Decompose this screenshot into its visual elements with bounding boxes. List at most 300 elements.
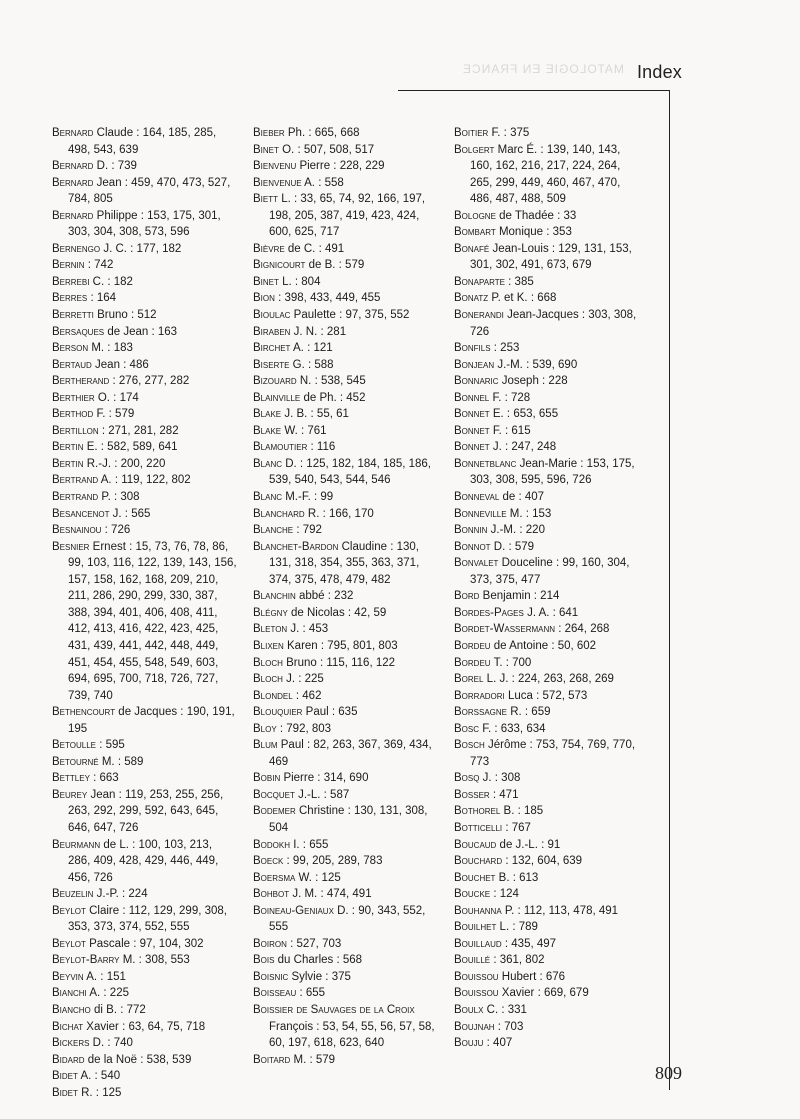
index-entry-references: T. : 700 [493, 656, 532, 669]
index-entry [253, 539, 438, 589]
index-entry-name: Bonnet [454, 408, 490, 421]
index-entry-references: de Jacques : 190, 191, 195 [68, 706, 235, 735]
index-entry [454, 1035, 639, 1052]
index-entry-references: de L. : 100, 103, 213, 286, 409, 428, 429, 446, 449, 456, 726 [68, 838, 219, 884]
index-entry [454, 870, 639, 887]
index-entry [52, 472, 237, 489]
index-entry-name: Boisseau [253, 987, 297, 1000]
index-entry-name: Besancenot [52, 507, 110, 520]
index-entry [454, 985, 639, 1002]
index-entry-references: François : 53, 54, 55, 56, 57, 58, 60, 197, 618, 623, 640 [269, 1020, 435, 1050]
index-entry-name: Bonnel [454, 391, 490, 404]
index-entry [52, 373, 237, 390]
index-entry-name: Blanchin [253, 590, 296, 603]
index-entry-name: Bonnet [454, 441, 490, 454]
index-entry-references: L. : 33, 65, 74, 92, 166, 197, 198, 205, 387, 419, 423, 424, 600, 625, 717 [269, 193, 426, 239]
index-entry [253, 688, 438, 705]
index-entry [253, 522, 438, 539]
index-entry-references: W. : 125 [298, 871, 341, 884]
index-entry-name: Bianchi [52, 987, 87, 1000]
index-entry [52, 158, 237, 175]
index-entry-references: : 742 [87, 259, 114, 272]
index-entry-references: C. : 331 [486, 1003, 527, 1016]
index-entry-name: Biraben [253, 325, 291, 338]
index-entry-references: Bruno : 512 [97, 309, 157, 322]
index-entry-references: E. : 653, 655 [492, 408, 559, 421]
index-entry-name: Bonnot [454, 540, 491, 553]
index-entry-name: Birchet [253, 342, 291, 355]
index-entry [454, 688, 639, 705]
index-entry [454, 555, 639, 588]
index-entry-references: M. : 183 [91, 342, 133, 355]
index-entry [253, 406, 438, 423]
index-entry [454, 406, 639, 423]
index-entry [454, 721, 639, 738]
index-entry-references: Ph. : 665, 668 [287, 127, 360, 139]
index-entry-name: Bidet [52, 1086, 78, 1099]
index-entry-name: Beurey [52, 788, 88, 801]
index-entry-name: Boitier [454, 127, 489, 139]
index-entry-name: Bernard [52, 209, 94, 222]
index-entry-name: Bombart [454, 226, 496, 239]
index-entry-name: Bordeu [454, 639, 491, 652]
index-entry-references: de Thadée : 33 [499, 209, 577, 222]
index-entry [52, 704, 237, 737]
index-entry [454, 737, 639, 770]
index-entry [454, 952, 639, 969]
index-entry [454, 340, 639, 357]
index-entry-references: Paul : 82, 263, 367, 369, 434, 469 [269, 739, 432, 768]
index-entry-references: : 132, 604, 639 [505, 855, 583, 868]
index-entry [52, 324, 237, 341]
index-entry [454, 208, 639, 225]
index-entry-name: Boiron [253, 937, 287, 950]
index-entry-name: Biancho [52, 1003, 91, 1016]
index-entry-references: P. : 112, 113, 478, 491 [504, 904, 619, 917]
index-entry-name: Bichat [52, 1020, 84, 1033]
index-entry [454, 919, 639, 936]
index-entry-name: Bernard [52, 176, 94, 189]
index-entry-name: Bouissou [454, 987, 499, 1000]
index-entry-references: D. : 90, 343, 552, 555 [269, 904, 426, 934]
index-entry-references: Jean-Marie : 153, 175, 303, 308, 595, 596, 726 [470, 457, 635, 487]
index-entry-references: M. : 153 [509, 507, 552, 520]
index-entry [52, 175, 237, 208]
index-entry [253, 985, 438, 1002]
index-entry-name: Bouillé [454, 954, 491, 967]
index-entry-name: Bosser [454, 788, 490, 801]
index-entry [52, 456, 237, 473]
index-entry-name: Bouchet [454, 871, 496, 884]
index-entry [52, 290, 237, 307]
index-entry-references: D. : 739 [96, 160, 137, 173]
index-entry-references: B. : 185 [503, 805, 544, 818]
index-entry-name: Berson [52, 342, 89, 355]
index-entry-name: Blamoutier [253, 441, 308, 454]
index-entry [52, 506, 237, 523]
index-entry-references: Xavier : 63, 64, 75, 718 [86, 1020, 206, 1033]
index-entry [454, 704, 639, 721]
index-entry [253, 241, 438, 258]
index-entry-name: Bertillon [52, 424, 99, 437]
page-number: 809 [655, 1063, 682, 1083]
index-entry-references: : 462 [295, 689, 322, 702]
index-entry-references: : 792, 803 [279, 722, 332, 735]
index-entry [454, 307, 639, 340]
index-entry-references: N. : 538, 545 [299, 375, 366, 388]
index-entry-references: : 361, 802 [493, 954, 545, 967]
index-entry-references: de C. : 491 [287, 242, 345, 255]
index-entry-name: Blouquier [253, 706, 303, 719]
index-entry-name: Bienvenu [253, 160, 297, 173]
index-entry-name: Berthod [52, 408, 94, 421]
index-entry-references: abbé : 232 [299, 590, 354, 603]
index-entry-references: P. : 308 [101, 491, 140, 504]
index-entry [454, 621, 639, 638]
index-entry-references: di B. : 772 [94, 1003, 146, 1016]
index-entry [454, 820, 639, 837]
index-entry-references: L. : 789 [499, 921, 538, 934]
index-entry [253, 456, 438, 489]
index-entry-name: Bettley [52, 772, 90, 785]
index-entry [52, 489, 237, 506]
index-entry-name: Biserte [253, 358, 290, 371]
index-entry-references: : 124 [493, 888, 519, 901]
index-entry [454, 224, 639, 241]
index-entry [253, 952, 438, 969]
index-entry-references: A. : 558 [304, 176, 344, 189]
index-entry [454, 770, 639, 787]
index-entry-references: Bruno : 115, 116, 122 [286, 656, 396, 669]
index-entry-references: A. : 119, 122, 802 [100, 474, 191, 487]
index-entry-references: A. : 540 [80, 1070, 121, 1083]
index-entry-name: Bernard [52, 127, 94, 139]
index-entry [52, 837, 237, 887]
index-entry-references: Paul : 635 [305, 706, 358, 719]
index-entry [253, 803, 438, 836]
index-entry-name: Boineau-Geniaux [253, 904, 334, 917]
index-entry-references: Joseph : 228 [501, 375, 568, 388]
index-entry [454, 241, 639, 274]
index-entry-name: Beurmann [52, 838, 101, 851]
index-column-1 [52, 125, 237, 1101]
index-entry-name: Blake [253, 408, 282, 421]
index-entry-references: Philippe : 153, 175, 301, 303, 304, 308, 573, 596 [68, 209, 221, 239]
index-entry [253, 439, 438, 456]
index-entry-name: Boeck [253, 855, 284, 868]
index-entry-name: Bois [253, 954, 275, 967]
index-entry [253, 257, 438, 274]
index-entry [454, 290, 639, 307]
index-entry [52, 886, 237, 903]
index-entry-name: Bothorel [454, 805, 501, 818]
index-entry-references: R. : 659 [510, 706, 551, 719]
index-entry [52, 1002, 237, 1019]
index-entry-name: Besnainou [52, 524, 102, 537]
index-entry-references: J.-L. : 587 [298, 788, 350, 801]
index-entry-references: : 527, 703 [290, 937, 342, 950]
index-entry-name: Borradori [454, 689, 505, 702]
index-entry [454, 837, 639, 854]
index-entry [454, 522, 639, 539]
index-entry-references: Karen : 795, 801, 803 [287, 639, 398, 652]
index-entry [52, 1019, 237, 1036]
index-entry-name: Bieber [253, 127, 285, 139]
index-entry-references: R.-J. : 200, 220 [86, 457, 166, 470]
index-entry [253, 390, 438, 407]
index-entry [52, 125, 237, 158]
index-entry-references: Pierre : 228, 229 [299, 160, 385, 173]
index-entry-references: P. et K. : 668 [491, 292, 557, 305]
index-entry-name: Bernengo [52, 242, 101, 255]
index-entry-references: de : 407 [502, 491, 545, 504]
index-entry [52, 1035, 237, 1052]
index-entry [52, 770, 237, 787]
index-entry [52, 340, 237, 357]
index-entry [454, 423, 639, 440]
index-entry-references: de Antoine : 50, 602 [493, 639, 597, 652]
index-entry-name: Borssagne [454, 706, 508, 719]
index-entry-references: A. : 225 [89, 987, 129, 1000]
index-entry [454, 936, 639, 953]
index-entry [454, 439, 639, 456]
index-entry-name: Boitard [253, 1053, 291, 1066]
index-entry [454, 456, 639, 489]
index-entry [454, 588, 639, 605]
index-entry-name: Bonatz [454, 292, 489, 305]
index-entry-references: Pascale : 97, 104, 302 [89, 937, 204, 950]
index-entry [52, 439, 237, 456]
index-entry [52, 754, 237, 771]
index-entry-references: Pierre : 314, 690 [283, 772, 369, 785]
index-entry-name: Boissier de Sauvages de la Croix [253, 1003, 415, 1016]
index-entry-name: Besnier [52, 540, 90, 553]
index-entry-references: Hubert : 676 [501, 970, 566, 983]
index-entry-name: Bodemer [253, 805, 296, 818]
index-entry [253, 373, 438, 390]
index-entry-references: : 471 [492, 788, 519, 801]
index-entry-references: J. C. : 177, 182 [103, 242, 182, 255]
index-entry-name: Bertrand [52, 491, 99, 504]
index-entry-references: : 435, 497 [504, 937, 557, 950]
index-entry-name: Betourné [52, 755, 99, 768]
index-entry [52, 423, 237, 440]
index-entry [253, 787, 438, 804]
index-entry-references: A. : 151 [86, 970, 126, 983]
index-entry-name: Berrebi [52, 275, 90, 288]
index-entry-references: M. : 579 [293, 1053, 336, 1066]
index-entry-references: Claude : 164, 185, 285, 498, 543, 639 [68, 127, 217, 156]
index-entry [253, 588, 438, 605]
index-entry-references: : 253 [493, 342, 520, 355]
index-entry-references: Jean : 459, 470, 473, 527, 784, 805 [68, 176, 231, 206]
index-entry [454, 605, 639, 622]
index-entry-name: Boucke [454, 888, 491, 901]
index-entry-references: : 595 [99, 739, 125, 752]
index-entry-name: Bohbot [253, 888, 290, 901]
index-entry-name: Bienvenue [253, 176, 302, 189]
index-entry [253, 489, 438, 506]
index-entry-references: : 264, 268 [558, 623, 610, 636]
index-entry-references: B. : 613 [498, 871, 539, 884]
index-entry [52, 406, 237, 423]
index-entry [454, 655, 639, 672]
index-entry [253, 721, 438, 738]
index-entry [52, 522, 237, 539]
index-entry [253, 506, 438, 523]
index-entry [454, 803, 639, 820]
index-entry-references: de B. : 579 [308, 259, 365, 272]
index-entry-references: de la Noë : 538, 539 [87, 1053, 192, 1066]
index-entry-name: Bonnaric [454, 375, 499, 388]
index-entry [52, 952, 237, 969]
index-entry-references: Ernest : 15, 73, 76, 78, 86, 99, 103, 116, 122, 139, 143, 156, 157, 158, 162, 168, 209, 210, 211, 286, 290, 299, 330, 387, 388, 394, 401, 406, 408, 411, 412, 413, 416, 422, 423, 425, 431, 439, 441, 442, 448, 449, 451, 454, 455, 548, 549, 603, 694, 695, 700, 718, 726, 727, 739, 740 [68, 540, 237, 702]
index-entry-references: du Charles : 568 [277, 954, 363, 967]
index-entry-name: Bouhanna [454, 904, 502, 917]
index-entry-name: Binet [253, 143, 279, 156]
index-entry-references: J.-M. : 220 [490, 524, 545, 537]
index-entry-name: Boujnah [454, 1020, 495, 1033]
index-entry-references: J. N. : 281 [293, 325, 347, 338]
index-entry-name: Boersma [253, 871, 296, 884]
index-entry-references: L. J. : 224, 263, 268, 269 [486, 673, 614, 686]
index-entry [454, 357, 639, 374]
index-entry-references: : 398, 433, 449, 455 [278, 292, 381, 305]
index-entry-references: Jérôme : 753, 754, 769, 770, 773 [470, 739, 636, 768]
index-entry-references: Claire : 112, 129, 299, 308, 353, 373, 374, 552, 555 [68, 904, 227, 934]
index-entry-name: Bologne [454, 209, 496, 222]
index-entry-name: Bignicourt [253, 259, 306, 272]
index-entry-name: Bouissou [454, 970, 499, 983]
index-entry-name: Bonafé [454, 242, 490, 255]
index-entry [52, 969, 237, 986]
index-entry [253, 638, 438, 655]
index-entry [52, 985, 237, 1002]
index-column-2 [253, 125, 438, 1068]
index-entry-references: J.-M. : 539, 690 [497, 358, 578, 371]
index-entry [52, 737, 237, 754]
index-entry-references: Xavier : 669, 679 [501, 987, 589, 1000]
index-entry [52, 257, 237, 274]
index-entry-name: Bonfils [454, 342, 491, 355]
index-entry-name: Biett [253, 193, 279, 206]
index-entry-references: : 116 [310, 441, 336, 454]
index-entry [454, 671, 639, 688]
index-entry-name: Bobin [253, 772, 281, 785]
index-entry [253, 704, 438, 721]
index-entry-references: R. : 125 [81, 1086, 122, 1099]
index-entry-name: Berthier [52, 391, 95, 404]
index-entry-references: : 276, 277, 282 [112, 375, 190, 388]
index-entry [253, 307, 438, 324]
index-entry-references: A. : 121 [293, 342, 333, 355]
index-entry-name: Bonaparte [454, 275, 505, 288]
index-entry [52, 390, 237, 407]
index-entry-references: : 271, 281, 282 [101, 424, 179, 437]
index-entry-name: Beyvin [52, 970, 84, 983]
index-entry [253, 340, 438, 357]
index-entry-references: Jean : 486 [95, 358, 149, 371]
index-entry-references: Christine : 130, 131, 308, 504 [269, 805, 428, 834]
index-entry-name: Bocquet [253, 788, 295, 801]
index-entry-name: Beylot [52, 937, 86, 950]
index-entry-name: Bersaques [52, 325, 105, 338]
index-entry-references: de J.-L. : 91 [499, 838, 561, 851]
index-entry-name: Boucaud [454, 838, 497, 851]
index-entry [454, 787, 639, 804]
index-entry [253, 125, 438, 142]
index-entry [253, 1002, 438, 1052]
index-entry [454, 1002, 639, 1019]
index-entry [454, 390, 639, 407]
index-entry-name: Bertherand [52, 375, 110, 388]
index-entry-name: Bonnetblanc [454, 457, 517, 470]
index-entry-name: Bidard [52, 1053, 85, 1066]
index-entry [454, 506, 639, 523]
index-entry-references: M.-F. : 99 [285, 491, 334, 504]
index-entry-name: Bethencourt [52, 706, 116, 719]
index-entry-name: Blum [253, 739, 278, 752]
index-entry-references: : 792 [296, 524, 322, 537]
index-entry-name: Bernard [52, 160, 94, 173]
index-entry-references: : 703 [497, 1020, 524, 1033]
index-entry-references: Jean-Louis : 129, 131, 153, 301, 302, 491, 673, 679 [470, 242, 632, 272]
index-entry-name: Bonerandi [454, 309, 504, 322]
index-entry [253, 324, 438, 341]
index-entry-references: I. : 655 [293, 838, 329, 851]
index-entry-name: Borel [454, 673, 484, 686]
index-entry-name: Bordes-Pages [454, 606, 524, 619]
index-entry-references: Douceline : 99, 160, 304, 373, 375, 477 [470, 557, 630, 586]
index-entry [253, 175, 438, 192]
header-rule [398, 90, 670, 91]
index-entry-references: J. B. : 55, 61 [284, 408, 349, 421]
index-entry-references: D. : 125, 182, 184, 185, 186, 539, 540, 543, 544, 546 [269, 457, 431, 487]
index-entry-references: M. : 589 [101, 755, 144, 768]
index-entry-references: J. : 453 [290, 623, 329, 636]
index-entry-name: Bleton [253, 623, 288, 636]
index-entry [253, 853, 438, 870]
index-entry [52, 241, 237, 258]
index-entry-name: Bouillaud [454, 937, 502, 950]
index-entry-references: de Nicolas : 42, 59 [291, 606, 387, 619]
index-entry-name: Beylot [52, 904, 86, 917]
index-entry-references: Monique : 353 [498, 226, 572, 239]
index-entry-name: Bion [253, 292, 275, 305]
index-entry [253, 191, 438, 241]
index-entry-references: C. : 182 [92, 275, 133, 288]
index-entry-name: Bertin [52, 457, 84, 470]
index-entry-name: Binet [253, 275, 279, 288]
index-entry [253, 605, 438, 622]
index-entry-references: Jean : 119, 253, 255, 256, 263, 292, 299, 592, 643, 645, 646, 647, 726 [68, 788, 224, 834]
index-entry-name: Bertin [52, 441, 84, 454]
index-entry-name: Blanche [253, 524, 294, 537]
index-entry-name: Blanchard [253, 507, 305, 520]
index-entry [52, 307, 237, 324]
index-entry [253, 290, 438, 307]
index-column-3 [454, 125, 639, 1052]
index-entry-references: : 407 [486, 1037, 513, 1050]
index-entry [253, 936, 438, 953]
index-entry-references: J. : 565 [112, 507, 151, 520]
index-entry-name: Bioulac [253, 309, 291, 322]
index-entry-references: D. : 740 [92, 1037, 133, 1050]
index-entry [52, 1052, 237, 1069]
index-entry-name: Bertrand [52, 474, 99, 487]
index-entry-name: Bordeu [454, 656, 491, 669]
index-entry [253, 423, 438, 440]
